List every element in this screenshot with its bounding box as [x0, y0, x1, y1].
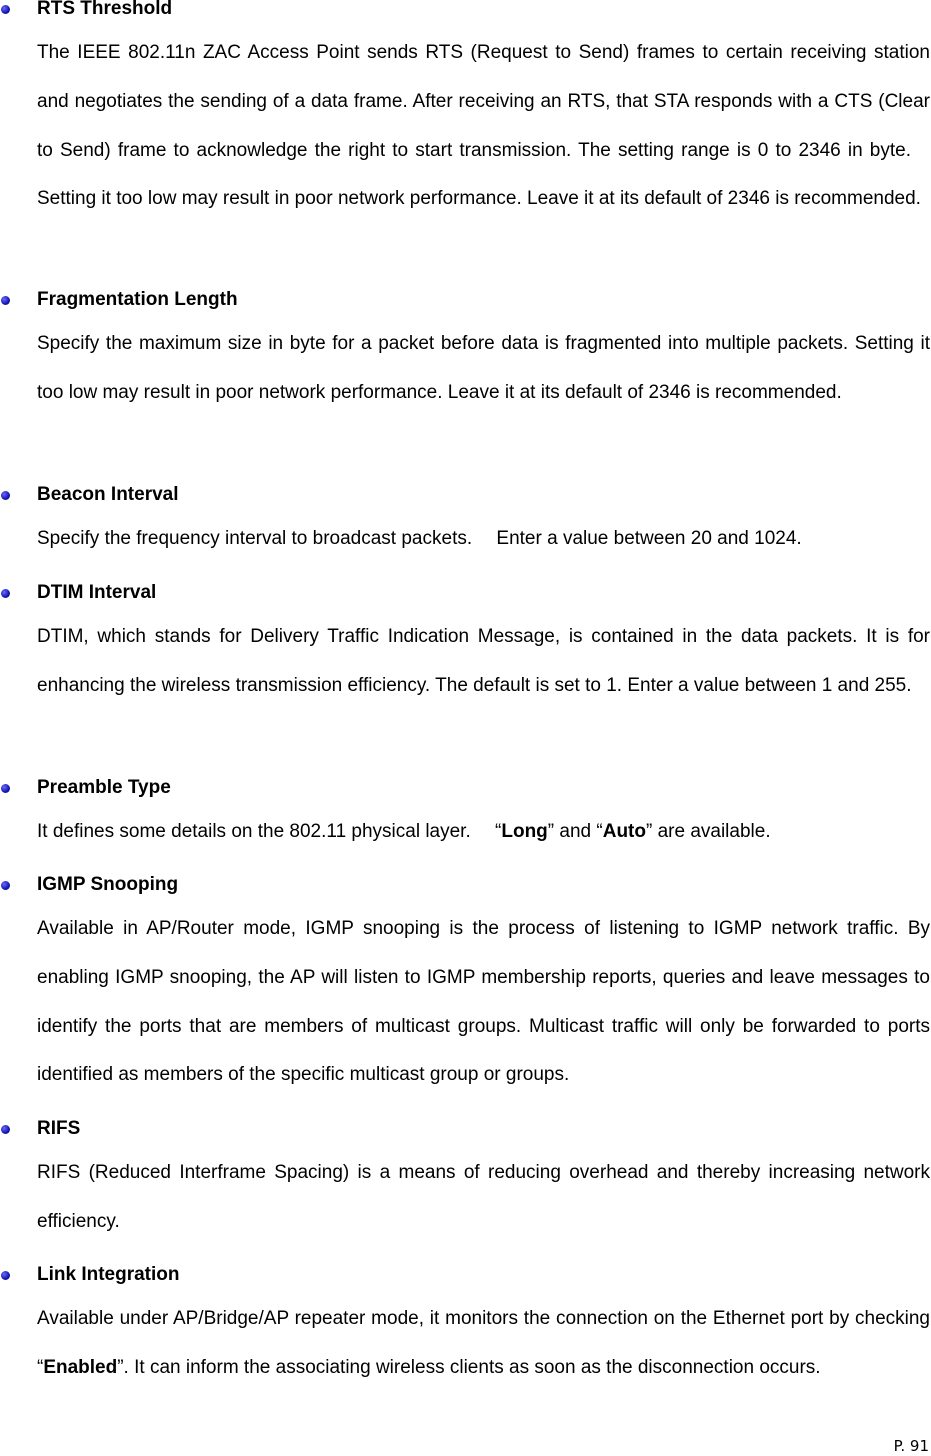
- section-heading: IGMP Snooping: [37, 874, 179, 895]
- section-heading: RIFS: [37, 1118, 81, 1139]
- section-paragraph: [0, 613, 930, 711]
- bullet-icon: [1, 1125, 10, 1134]
- section-heading: Beacon Interval: [37, 484, 179, 505]
- section-heading: Preamble Type: [37, 777, 171, 798]
- option-auto: Auto: [602, 821, 646, 842]
- paragraph-text: DTIM, which stands for Delivery Traffic Indication Message, is contained in the data packets. It is for enhancing the wireless transmission efficiency. The default is set to 1. Enter a value between 1 and 255.: [37, 626, 930, 696]
- section-heading: Fragmentation Length: [37, 289, 238, 310]
- section-rifs: [0, 1117, 930, 1247]
- section-paragraph: [0, 808, 930, 857]
- paragraph-text: Specify the maximum size in byte for a packet before data is fragmented into multiple packets. Setting it too low may result in poor network performance. Leave it at its default of 2346 is recommended.: [37, 333, 930, 403]
- paragraph-text: The IEEE 802.11n ZAC Access Point sends RTS (Request to Send) frames to certain receiving station and negotiates the sending of a data frame. After receiving an RTS, that STA responds with a CTS (Clear to Send) frame to acknowledge the right to start transmission. The setting range is 0 to 2346 in byte. Setting it too low may result in poor network performance. Leave it at its default of 2346 is recommended.: [37, 42, 930, 210]
- section-paragraph: [0, 905, 930, 1100]
- option-enabled: Enabled: [43, 1356, 118, 1378]
- section-paragraph: [0, 320, 930, 418]
- paragraph-text: Available in AP/Router mode, IGMP snooping is the process of listening to IGMP network traffic. By enabling IGMP snooping, the AP will listen to IGMP membership reports, queries and leave messages to identify the ports that are members of multicast groups. Multicast traffic will only be forwarded to ports identified as members of the specific multicast group or groups.: [37, 918, 930, 1086]
- bullet-icon: [1, 296, 10, 305]
- bullet-icon: [1, 5, 10, 14]
- bullet-icon: [1, 881, 10, 890]
- section-igmp-snooping: [0, 873, 930, 1100]
- paragraph-text: RIFS (Reduced Interframe Spacing) is a means of reducing overhead and thereby increasing network efficiency.: [37, 1162, 930, 1232]
- paragraph-text: ” are available.: [645, 821, 771, 842]
- section-rts-threshold: [0, 0, 930, 224]
- section-heading: Link Integration: [37, 1264, 180, 1285]
- bullet-icon: [1, 589, 10, 598]
- section-paragraph: [0, 515, 930, 564]
- paragraph-text: Available under AP/Bridge/AP repeater mode, it monitors the connection on the Ethernet port by checking “: [37, 1308, 930, 1378]
- section-paragraph: [0, 1295, 930, 1393]
- paragraph-text: ” and “: [547, 821, 603, 842]
- paragraph-text: It defines some details on the 802.11 physical layer. “: [37, 821, 502, 842]
- page-number: P. 91: [893, 1437, 929, 1455]
- section-dtim-interval: [0, 581, 930, 711]
- section-heading: DTIM Interval: [37, 582, 157, 603]
- section-preamble-type: [0, 776, 930, 857]
- bullet-icon: [1, 1271, 10, 1280]
- paragraph-text: ”. It can inform the associating wireless clients as soon as the disconnection occurs.: [117, 1356, 821, 1378]
- section-paragraph: [0, 29, 930, 224]
- section-fragmentation-length: [0, 288, 930, 418]
- section-link-integration: [0, 1263, 930, 1393]
- section-heading: RTS Threshold: [37, 0, 173, 19]
- paragraph-text: Specify the frequency interval to broadcast packets. Enter a value between 20 and 1024.: [37, 528, 802, 549]
- option-long: Long: [501, 821, 548, 842]
- bullet-icon: [1, 491, 10, 500]
- section-paragraph: [0, 1149, 930, 1247]
- section-beacon-interval: [0, 483, 930, 564]
- bullet-icon: [1, 784, 10, 793]
